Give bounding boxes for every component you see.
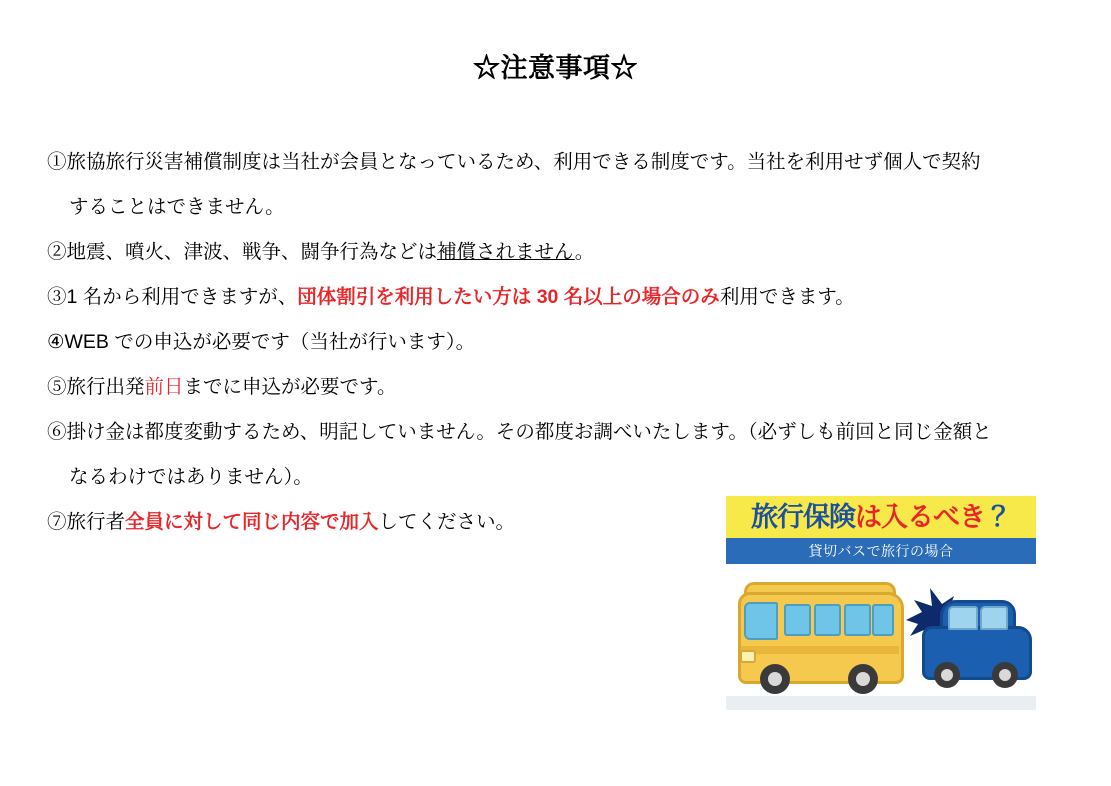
list-item-emphasis: 補償されません (437, 241, 575, 263)
list-item-text-tail: 。 (574, 241, 595, 263)
travel-insurance-illustration (726, 496, 1036, 718)
car-wheel (992, 662, 1018, 688)
list-item-emphasis: 全員に対して同じ内容で加入 (125, 511, 379, 533)
list-item-marker: ① (47, 151, 67, 173)
list-item-continuation: することはできません。 (69, 196, 285, 218)
list-item (47, 320, 1067, 365)
illustration-scene (726, 564, 1036, 718)
list-item-text: 掛け金は都度変動するため、明記していません。その都度お調べいたします。（必ずしも前回と同じ金額と (66, 421, 992, 443)
page-title: ☆注意事項☆ (473, 53, 638, 83)
bus-wheel (848, 664, 878, 694)
illustration-subbanner-text: 貸切バスで旅行の場合 (808, 543, 954, 559)
list-item-marker: ③ (47, 286, 67, 308)
list-item-marker: ⑥ (47, 421, 67, 443)
list-item-text: 旅行者 (66, 511, 126, 533)
list-item-marker: ⑤ (47, 376, 67, 398)
list-item (47, 140, 1067, 230)
bus-window (784, 604, 811, 636)
banner-text-part1: 旅行保険 (751, 501, 855, 532)
bus-headlight (740, 650, 756, 663)
list-item-continuation: なるわけではありません）。 (69, 466, 313, 488)
list-item-text: WEB での申込が必要です（当社が行います）。 (64, 331, 476, 353)
banner-text-part2: は入るべき (855, 501, 985, 532)
list-item (47, 365, 1067, 410)
list-item-marker: ⑦ (47, 511, 67, 533)
list-item-marker: ④ (47, 331, 65, 353)
car-window (980, 606, 1008, 630)
bus-wheel (760, 664, 790, 694)
illustration-banner-text (751, 501, 1011, 532)
list-item (47, 410, 1067, 500)
bus-window (844, 604, 871, 636)
ground-shadow (726, 696, 1036, 710)
list-item-emphasis: 団体割引を利用したい方は 30 名以上の場合のみ (297, 286, 720, 308)
list-item (47, 230, 1067, 275)
car-wheel (934, 662, 960, 688)
list-item-text: 1 名から利用できますが、 (66, 286, 298, 308)
car-window (948, 606, 978, 630)
banner-text-part3: ？ (985, 501, 1011, 532)
bus-window (814, 604, 841, 636)
list-item-text: 旅協旅行災害補償制度は当社が会員となっているため、利用できる制度です。当社を利用せず個人で契約 (66, 151, 981, 173)
list-item-text-tail: してください。 (378, 511, 516, 533)
list-item-emphasis: 前日 (144, 376, 184, 398)
illustration-subbanner (726, 538, 1036, 564)
list-item-text: 旅行出発 (66, 376, 145, 398)
illustration-banner (726, 496, 1036, 538)
list-item (47, 275, 1067, 320)
list-item-text-tail: までに申込が必要です。 (183, 376, 397, 398)
bus-windshield (744, 602, 778, 640)
bus-window (872, 604, 894, 636)
bus-stripe (741, 646, 899, 654)
notes-list (47, 140, 1067, 545)
list-item-text-tail: 利用できます。 (719, 286, 855, 308)
list-item-marker: ② (47, 241, 67, 263)
list-item-text: 地震、噴火、津波、戦争、闘争行為などは (66, 241, 438, 263)
